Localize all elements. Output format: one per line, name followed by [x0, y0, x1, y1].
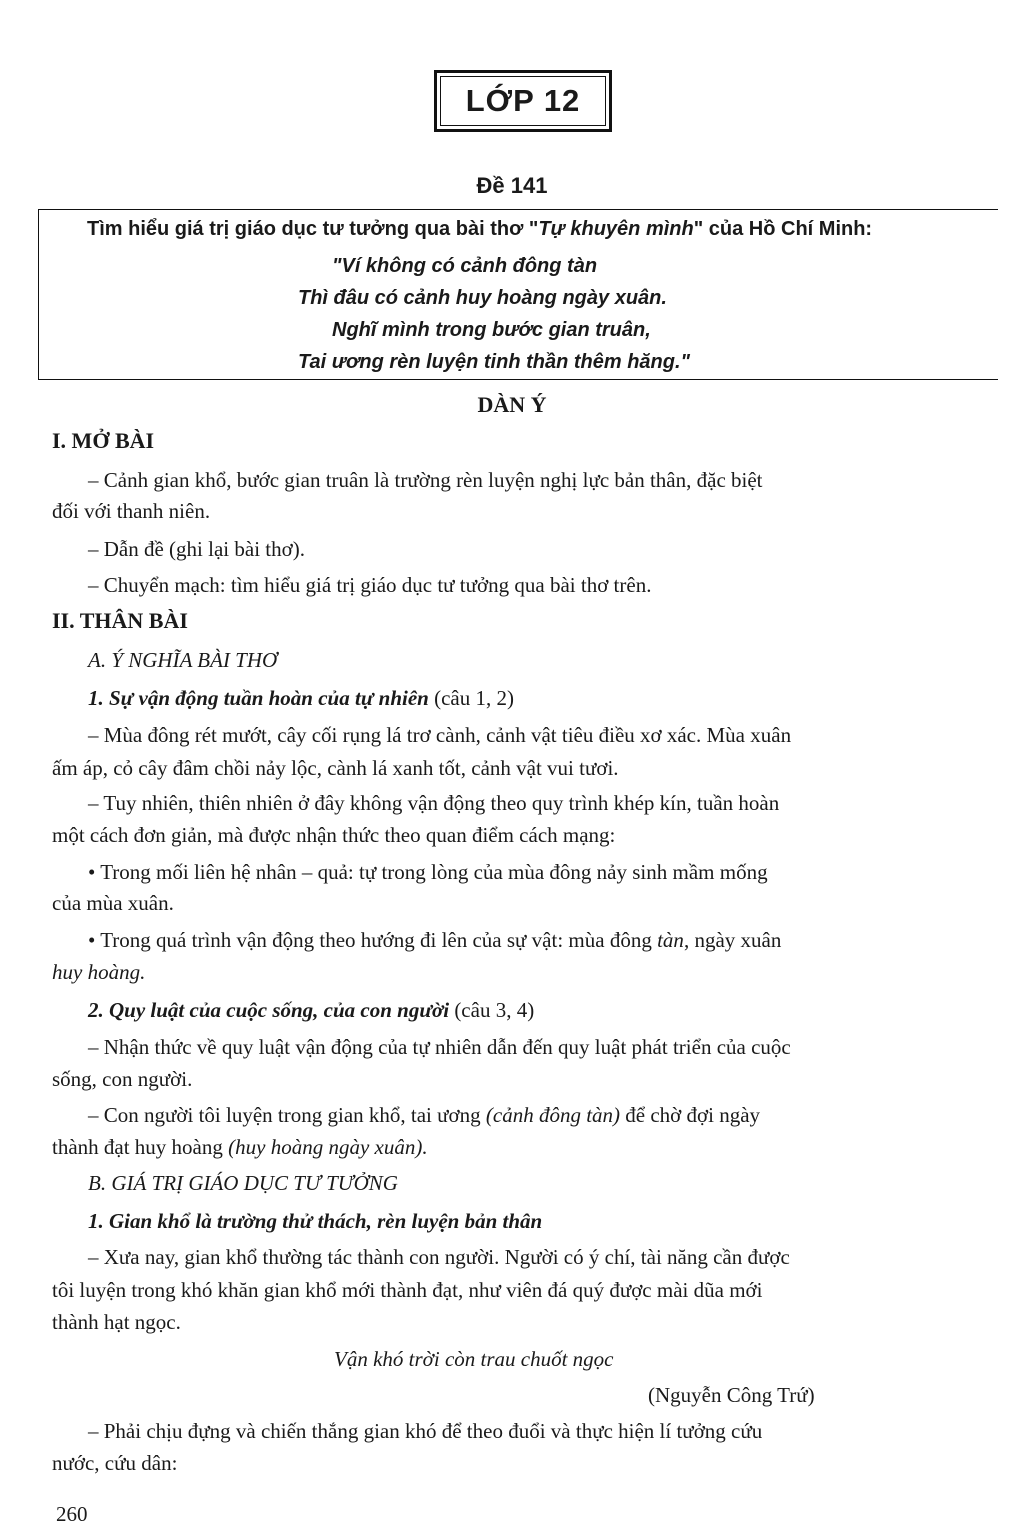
b1-p2-line2: nước, cứu dân: [52, 1451, 178, 1475]
b1-p2-line1: – Phải chịu đựng và chiến thắng gian khó để theo đuổi và thực hiện lí tưởng cứu [88, 1419, 763, 1443]
intro-p3: – Chuyển mạch: tìm hiểu giá trị giáo dục tư tưởng qua bài thơ trên. [88, 573, 652, 597]
body-heading: II. THÂN BÀI [52, 608, 188, 633]
a1-p1-line1: – Mùa đông rét mướt, cây cối rụng lá trơ cành, cảnh vật tiêu điều xơ xác. Mùa xuân [88, 723, 792, 747]
a1-bullet1-line2: của mùa xuân. [52, 891, 174, 915]
verse-line-2: Thì đâu có cảnh huy hoàng ngày xuân. [298, 287, 667, 309]
page-number: 260 [56, 1502, 88, 1526]
outline-title: DÀN Ý [477, 392, 547, 417]
a1-bullet2-line2: huy hoàng. [52, 960, 146, 984]
a2-p2-line2-prefix: thành đạt huy hoàng [52, 1135, 229, 1159]
prompt-intro-prefix: Tìm hiểu giá trị giáo dục tư tưởng qua bài thơ " [87, 218, 539, 240]
a1-p1-line2: ấm áp, cỏ cây đâm chồi nảy lộc, cành lá xanh tốt, cảnh vật vui tươi. [52, 756, 619, 780]
a2-title-text: 2. Quy luật của cuộc sống, của con người [88, 998, 450, 1022]
poem-title: Tự khuyên mình [538, 218, 694, 240]
quote: Vận khó trời còn trau chuốt ngọc [334, 1347, 614, 1371]
prompt-box [38, 209, 998, 380]
a2-p2-italic: (cảnh đông tàn) [485, 1103, 621, 1127]
a1-p2-line1: – Tuy nhiên, thiên nhiên ở đây không vận động theo quy trình khép kín, tuần hoàn [88, 791, 780, 815]
a2-p2-suffix: để chờ đợi ngày [620, 1103, 761, 1127]
a1-title-text: 1. Sự vận động tuần hoàn của tự nhiên [88, 686, 429, 710]
verse-line-4: Tai ương rèn luyện tinh thần thêm hăng." [298, 351, 691, 373]
a1-note: (câu 1, 2) [428, 686, 514, 710]
b1-p1-line3: thành hạt ngọc. [52, 1310, 181, 1334]
a2-p2-prefix: – Con người tôi luyện trong gian khổ, tai ương [88, 1103, 486, 1127]
a2-p1-line2: sống, con người. [52, 1067, 193, 1091]
verse-line-3: Nghĩ mình trong bước gian truân, [332, 319, 651, 341]
grade-title-box [434, 70, 612, 132]
verse-line-1: "Ví không có cảnh đông tàn [332, 255, 598, 277]
a1-bullet2-tan: tàn [657, 928, 684, 952]
b1-p1-line2: tôi luyện trong khó khăn gian khổ mới thành đạt, như viên đá quý được mài dũa mới [52, 1278, 763, 1302]
intro-heading: I. MỞ BÀI [52, 428, 155, 453]
a2-p2-line1 [88, 1101, 760, 1129]
b1-title: 1. Gian khổ là trường thử thách, rèn luyện bản thân [88, 1209, 543, 1233]
a1-bullet2-prefix: • Trong quá trình vận động theo hướng đi lên của sự vật: mùa đông [88, 928, 658, 952]
b1-p1-line1: – Xưa nay, gian khổ thường tác thành con người. Người có ý chí, tài năng cần được [88, 1245, 790, 1269]
a1-bullet1-line1: • Trong mối liên hệ nhân – quả: tự trong lòng của mùa đông nảy sinh mầm mống [88, 860, 768, 884]
intro-p1-line1: – Cảnh gian khổ, bước gian truân là trường rèn luyện nghị lực bản thân, đặc biệt [88, 468, 763, 492]
a2-title [88, 996, 534, 1024]
a1-bullet2-mid: , ngày xuân [683, 928, 782, 952]
section-b-heading: B. GIÁ TRỊ GIÁO DỤC TƯ TƯỞNG [88, 1171, 398, 1195]
a1-bullet2-line1 [88, 926, 781, 954]
intro-p1-line2: đối với thanh niên. [52, 499, 211, 523]
prompt-intro [87, 218, 872, 241]
exam-number: Đề 141 [476, 173, 548, 198]
a2-p2-line2-italic: (huy hoàng ngày xuân). [228, 1135, 428, 1159]
a2-p1-line1: – Nhận thức về quy luật vận động của tự nhiên dẫn đến quy luật phát triển của cuộc [88, 1035, 791, 1059]
section-a-heading: A. Ý NGHĨA BÀI THƠ [88, 648, 278, 672]
intro-p2: – Dẫn đề (ghi lại bài thơ). [88, 537, 305, 561]
a2-p2-line2 [52, 1133, 428, 1161]
a2-note: (câu 3, 4) [449, 998, 535, 1022]
grade-title: LỚP 12 [440, 76, 606, 126]
a1-title [88, 684, 514, 712]
quote-author: (Nguyễn Công Trứ) [648, 1383, 815, 1407]
a1-p2-line2: một cách đơn giản, mà được nhận thức theo quan điểm cách mạng: [52, 823, 616, 847]
prompt-intro-suffix: " của Hồ Chí Minh: [693, 218, 873, 240]
